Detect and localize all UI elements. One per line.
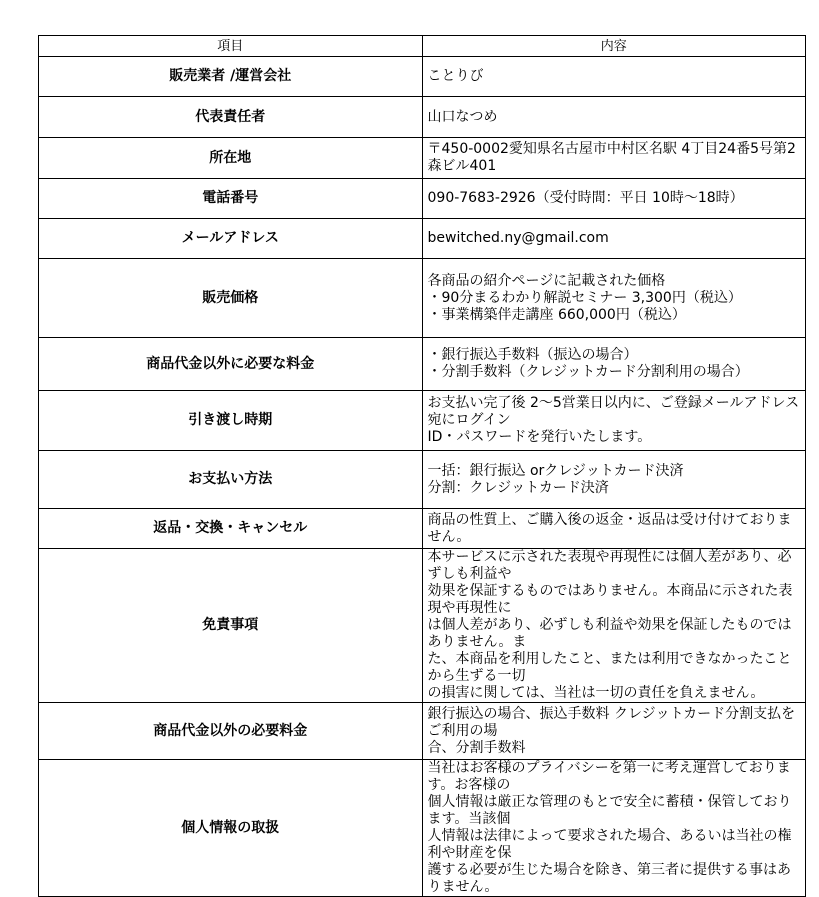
table-row — [39, 703, 806, 760]
row-label: 代表責任者 — [39, 97, 423, 138]
row-value: 山口なつめ — [422, 97, 806, 138]
legal-notice-table — [38, 35, 806, 897]
row-label: 個人情報の取扱 — [39, 760, 423, 897]
row-value: 一括：銀行振込 orクレジットカード決済 分割：クレジットカード決済 — [422, 451, 806, 509]
table-row — [39, 179, 806, 219]
row-value: お支払い完了後 2～5営業日以内に、ご登録メールアドレス宛にログイン ID・パスワードを発行いたします。 — [422, 391, 806, 451]
row-label: 引き渡し時期 — [39, 391, 423, 451]
row-value: 銀行振込の場合、振込手数料 クレジットカード分割支払をご利用の場 合、分割手数料 — [422, 703, 806, 760]
row-value: ・銀行振込手数料（振込の場合） ・分割手数料（クレジットカード分割利用の場合） — [422, 338, 806, 391]
header-content: 内容 — [422, 36, 806, 57]
table-row — [39, 391, 806, 451]
table-row — [39, 760, 806, 897]
table-header-row — [39, 36, 806, 57]
row-value: 本サービスに示された表現や再現性には個人差があり、必ずしも利益や 効果を保証するものではありません。本商品に示された表現や再現性に は個人差があり、必ずしも利益や効果を保証したものではありません。ま た、本商品を利用したこと、または利用できなかったことから生ずる一切 の損害に関しては、当社は一切の責任を負えません。 — [422, 549, 806, 703]
row-label: 返品・交換・キャンセル — [39, 509, 423, 549]
table-row — [39, 138, 806, 179]
row-value: 当社はお客様のプライバシーを第一に考え運営しております。お客様の 個人情報は厳正な管理のもとで安全に蓄積・保管しております。当該個 人情報は法律によって要求された場合、あるいは当社の権利や財産を保 護する必要が生じた場合を除き、第三者に提供する事はありません。 — [422, 760, 806, 897]
table-row — [39, 259, 806, 338]
row-value: 商品の性質上、ご購入後の返金・返品は受け付けておりません。 — [422, 509, 806, 549]
row-label: 販売価格 — [39, 259, 423, 338]
row-label: 電話番号 — [39, 179, 423, 219]
header-item: 項目 — [39, 36, 423, 57]
table-row — [39, 219, 806, 259]
table-row — [39, 338, 806, 391]
table-row — [39, 97, 806, 138]
table-row — [39, 509, 806, 549]
row-value: ことりび — [422, 57, 806, 97]
table-row — [39, 549, 806, 703]
row-label: メールアドレス — [39, 219, 423, 259]
row-label: 販売業者 /運営会社 — [39, 57, 423, 97]
row-value: 〒450-0002愛知県名古屋市中村区名駅 4丁目24番5号第2森ビル401 — [422, 138, 806, 179]
row-value: bewitched.ny@gmail.com — [422, 219, 806, 259]
table-row — [39, 57, 806, 97]
row-value: 各商品の紹介ページに記載された価格 ・90分まるわかり解説セミナー 3,300円（税込） ・事業構築伴走講座 660,000円（税込） — [422, 259, 806, 338]
table-row — [39, 451, 806, 509]
row-label: お支払い方法 — [39, 451, 423, 509]
row-label: 商品代金以外の必要料金 — [39, 703, 423, 760]
row-label: 免責事項 — [39, 549, 423, 703]
row-value: 090-7683-2926（受付時間：平日 10時～18時） — [422, 179, 806, 219]
row-label: 所在地 — [39, 138, 423, 179]
row-label: 商品代金以外に必要な料金 — [39, 338, 423, 391]
